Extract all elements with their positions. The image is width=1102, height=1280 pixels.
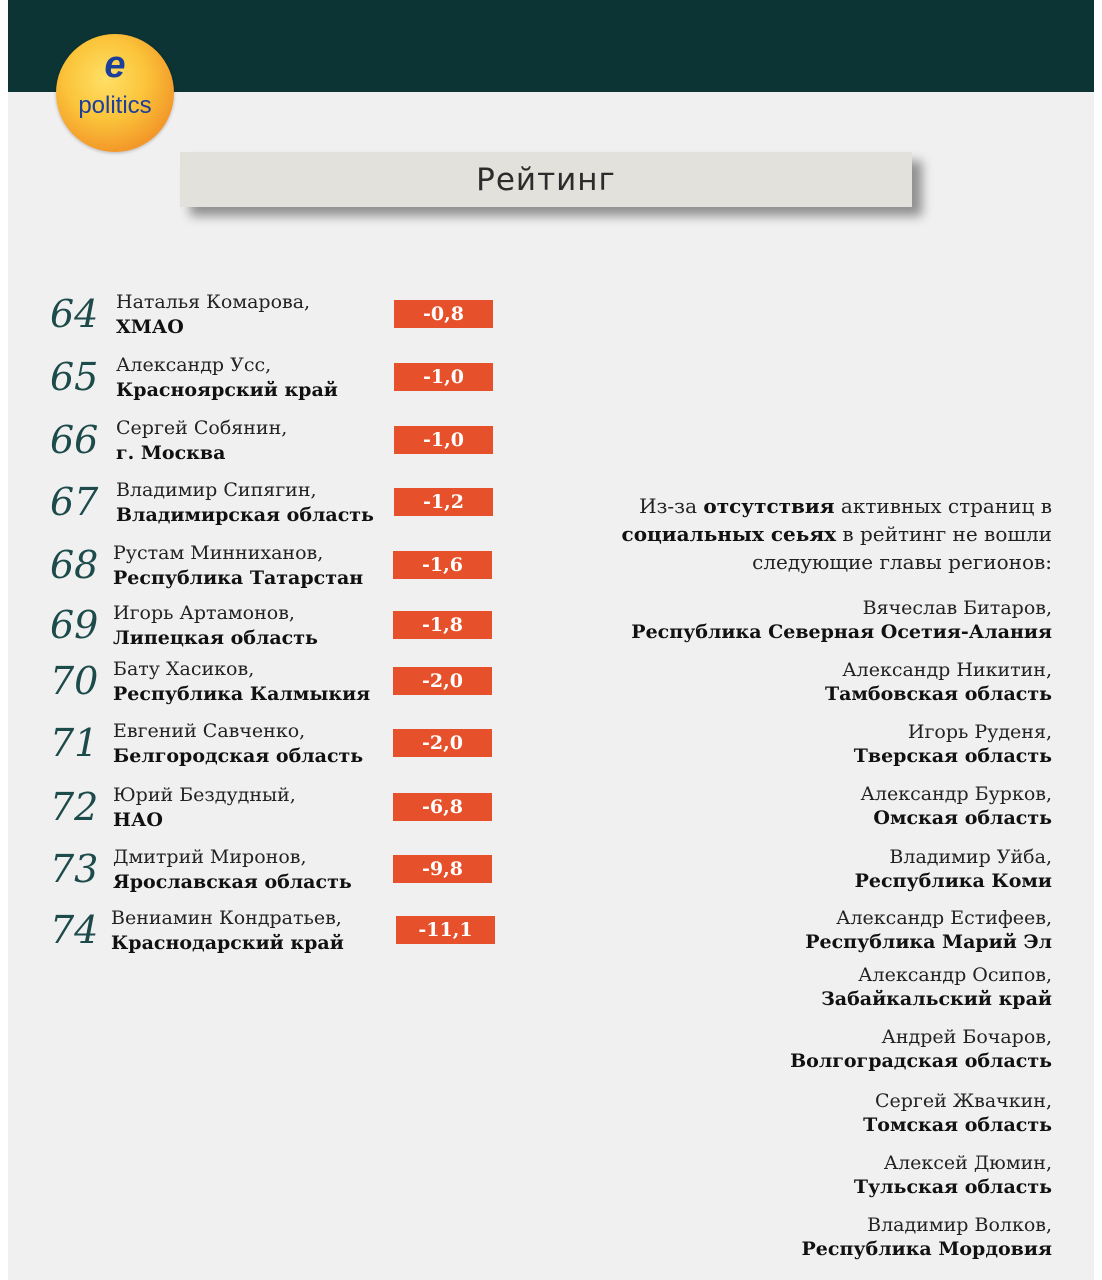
ranking-row bbox=[0, 906, 560, 966]
region-name: Ярославская область bbox=[113, 871, 352, 893]
ranking-row bbox=[0, 416, 560, 476]
ranking-row bbox=[0, 541, 560, 601]
rank-number: 68 bbox=[50, 543, 99, 587]
rank-number: 65 bbox=[50, 355, 99, 399]
excluded-name: Алексей Дюмин, bbox=[883, 1152, 1052, 1174]
score-badge: -2,0 bbox=[393, 667, 492, 695]
score-badge: -6,8 bbox=[393, 793, 492, 821]
region-name: Липецкая область bbox=[113, 627, 318, 649]
governor-name: Дмитрий Миронов, bbox=[113, 846, 307, 868]
score-badge: -11,1 bbox=[396, 916, 495, 944]
governor-name: Игорь Артамонов, bbox=[113, 602, 295, 624]
score-badge: -1,8 bbox=[393, 611, 492, 639]
rank-number: 73 bbox=[50, 847, 99, 891]
rank-number: 66 bbox=[50, 418, 99, 462]
ranking-row bbox=[0, 783, 560, 843]
excluded-name: Вячеслав Битаров, bbox=[862, 597, 1052, 619]
governor-name: Вениамин Кондратьев, bbox=[111, 907, 342, 929]
ranking-row bbox=[0, 478, 560, 538]
excluded-region: Тульская область bbox=[853, 1176, 1052, 1198]
ranking-row bbox=[0, 719, 560, 779]
region-name: НАО bbox=[113, 809, 163, 831]
epolitics-logo bbox=[56, 34, 174, 152]
region-name: Владимирская область bbox=[116, 504, 374, 526]
score-badge: -1,0 bbox=[394, 426, 493, 454]
region-name: ХМАО bbox=[116, 316, 184, 338]
excluded-item bbox=[532, 845, 1052, 894]
ranking-row bbox=[0, 657, 560, 717]
governor-name: Рустам Минниханов, bbox=[113, 542, 324, 564]
excluded-item bbox=[532, 782, 1052, 831]
excluded-name: Владимир Уйба, bbox=[889, 846, 1052, 868]
governor-name: Сергей Собянин, bbox=[116, 417, 288, 439]
excluded-item bbox=[532, 1151, 1052, 1200]
region-name: Республика Татарстан bbox=[113, 567, 364, 589]
score-badge: -2,0 bbox=[393, 729, 492, 757]
ranking-row bbox=[0, 845, 560, 905]
excluded-item bbox=[532, 1089, 1052, 1138]
ranking-row bbox=[0, 601, 560, 661]
region-name: Белгородская область bbox=[113, 745, 364, 767]
excluded-name: Владимир Волков, bbox=[867, 1214, 1052, 1236]
governor-name: Бату Хасиков, bbox=[113, 658, 255, 680]
excluded-item bbox=[532, 1213, 1052, 1262]
excluded-region: Республика Северная Осетия-Алания bbox=[631, 621, 1052, 643]
excluded-item bbox=[532, 963, 1052, 1012]
excluded-region: Республика Коми bbox=[854, 870, 1052, 892]
excluded-name: Александр Бурков, bbox=[860, 783, 1052, 805]
excluded-name: Александр Осипов, bbox=[858, 964, 1052, 986]
governor-name: Александр Усс, bbox=[116, 354, 272, 376]
exclusion-note bbox=[612, 492, 1052, 576]
governor-name: Евгений Савченко, bbox=[113, 720, 306, 742]
excluded-name: Александр Естифеев, bbox=[836, 907, 1052, 929]
governor-name: Наталья Комарова, bbox=[116, 291, 311, 313]
logo-letter: e bbox=[104, 44, 126, 86]
score-badge: -1,0 bbox=[394, 363, 493, 391]
note-bold-2: социальных сеьях bbox=[621, 522, 837, 546]
ranking-row bbox=[0, 353, 560, 413]
excluded-item bbox=[532, 596, 1052, 645]
excluded-region: Республика Мордовия bbox=[801, 1238, 1052, 1260]
rank-number: 70 bbox=[50, 659, 99, 703]
rank-number: 69 bbox=[50, 603, 99, 647]
region-name: г. Москва bbox=[116, 442, 226, 464]
excluded-name: Александр Никитин, bbox=[842, 659, 1052, 681]
note-text-1: Из-за bbox=[639, 494, 704, 518]
excluded-item bbox=[532, 906, 1052, 955]
region-name: Краснодарский край bbox=[111, 932, 344, 954]
region-name: Красноярский край bbox=[116, 379, 338, 401]
note-text-2: активных страниц в bbox=[834, 494, 1052, 518]
rank-number: 67 bbox=[50, 480, 99, 524]
score-badge: -1,2 bbox=[394, 488, 493, 516]
rank-number: 72 bbox=[50, 785, 99, 829]
governor-name: Владимир Сипягин, bbox=[116, 479, 317, 501]
ranking-row bbox=[0, 290, 560, 350]
excluded-region: Тамбовская область bbox=[824, 683, 1052, 705]
excluded-name: Сергей Жвачкин, bbox=[874, 1090, 1052, 1112]
note-bold-1: отсутствия bbox=[703, 494, 835, 518]
excluded-region: Забайкальский край bbox=[821, 988, 1052, 1010]
rank-number: 74 bbox=[50, 908, 99, 952]
excluded-region: Волгоградская область bbox=[790, 1050, 1052, 1072]
page-title: Рейтинг bbox=[476, 161, 616, 198]
excluded-region: Омская область bbox=[873, 807, 1052, 829]
excluded-region: Тверская область bbox=[853, 745, 1052, 767]
score-badge: -9,8 bbox=[393, 855, 492, 883]
excluded-name: Андрей Бочаров, bbox=[881, 1026, 1052, 1048]
excluded-name: Игорь Руденя, bbox=[907, 721, 1052, 743]
excluded-item bbox=[532, 658, 1052, 707]
logo-word: politics bbox=[78, 92, 152, 119]
note-text-3: в рейтинг не вошли следующие главы регионов: bbox=[752, 522, 1052, 574]
rank-number: 71 bbox=[50, 721, 99, 765]
region-name: Республика Калмыкия bbox=[113, 683, 371, 705]
title-banner bbox=[180, 152, 912, 207]
excluded-item bbox=[532, 1025, 1052, 1074]
excluded-region: Томская область bbox=[863, 1114, 1052, 1136]
governor-name: Юрий Бездудный, bbox=[113, 784, 296, 806]
excluded-region: Республика Марий Эл bbox=[805, 931, 1052, 953]
excluded-item bbox=[532, 720, 1052, 769]
rank-number: 64 bbox=[50, 292, 99, 336]
score-badge: -1,6 bbox=[393, 551, 492, 579]
score-badge: -0,8 bbox=[394, 300, 493, 328]
